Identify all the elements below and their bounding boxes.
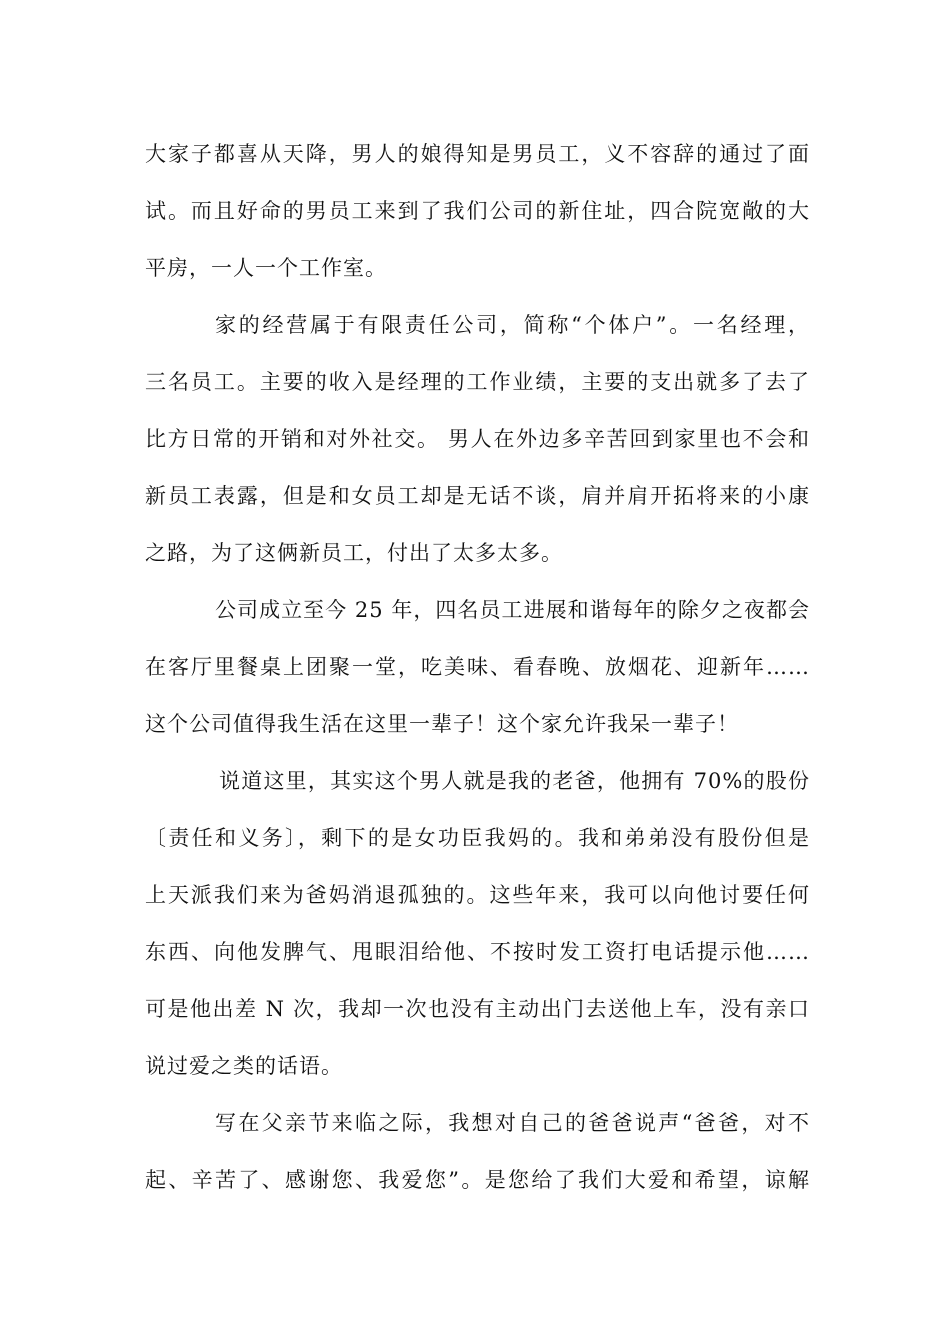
text-line: 大家子都喜从天降，男人的娘得知是男员工，义不容辞的通过了面	[145, 142, 810, 166]
text-line: 三名员工。主要的收入是经理的工作业绩，主要的支出就多了去了	[145, 370, 810, 394]
text-line: 东西、向他发脾气、甩眼泪给他、不按时发工资打电话提示他……	[145, 940, 810, 964]
text-line: 〔责任和义务〕，剩下的是女功臣我妈的。我和弟弟没有股份但是	[145, 826, 810, 850]
text-line: 之路，为了这俩新员工，付出了太多太多。	[145, 541, 563, 565]
paragraph-3	[145, 588, 810, 759]
text-line: 写在父亲节来临之际，我想对自己的爸爸说声“爸爸，对不	[215, 1111, 810, 1135]
document-body	[145, 132, 810, 1215]
text-line: 上天派我们来为爸妈消退孤独的。这些年来，我可以向他讨要任何	[145, 883, 810, 907]
text-line: 说过爱之类的话语。	[145, 1054, 343, 1078]
paragraph-2	[145, 303, 810, 588]
text-line: 这个公司值得我生活在这里一辈子！这个家允许我呆一辈子！	[145, 712, 739, 736]
text-line: 在客厅里餐桌上团聚一堂，吃美味、看春晚、放烟花、迎新年……	[145, 655, 810, 679]
text-line: 新员工表露，但是和女员工却是无话不谈，肩并肩开拓将来的小康	[145, 484, 810, 508]
paragraph-1	[145, 132, 810, 303]
text-line: 可是他出差 N 次，我却一次也没有主动出门去送他上车，没有亲口	[145, 997, 810, 1021]
text-line: 公司成立至今 25 年，四名员工进展和谐每年的除夕之夜都会	[215, 598, 810, 622]
text-line: 比方日常的开销和对外社交。 男人在外边多辛苦回到家里也不会和	[145, 427, 810, 451]
paragraph-5	[145, 1101, 810, 1215]
text-line: 家的经营属于有限责任公司，简称“个体户”。一名经理，	[215, 313, 810, 337]
text-line: 平房，一人一个工作室。	[145, 256, 387, 280]
paragraph-4	[145, 759, 810, 1101]
text-line: 说道这里，其实这个男人就是我的老爸，他拥有 70%的股份	[219, 769, 810, 793]
text-line: 起、辛苦了、感谢您、我爱您”。是您给了我们大爱和希望，谅解	[145, 1168, 810, 1192]
text-line: 试。而且好命的男员工来到了我们公司的新住址，四合院宽敞的大	[145, 199, 810, 223]
